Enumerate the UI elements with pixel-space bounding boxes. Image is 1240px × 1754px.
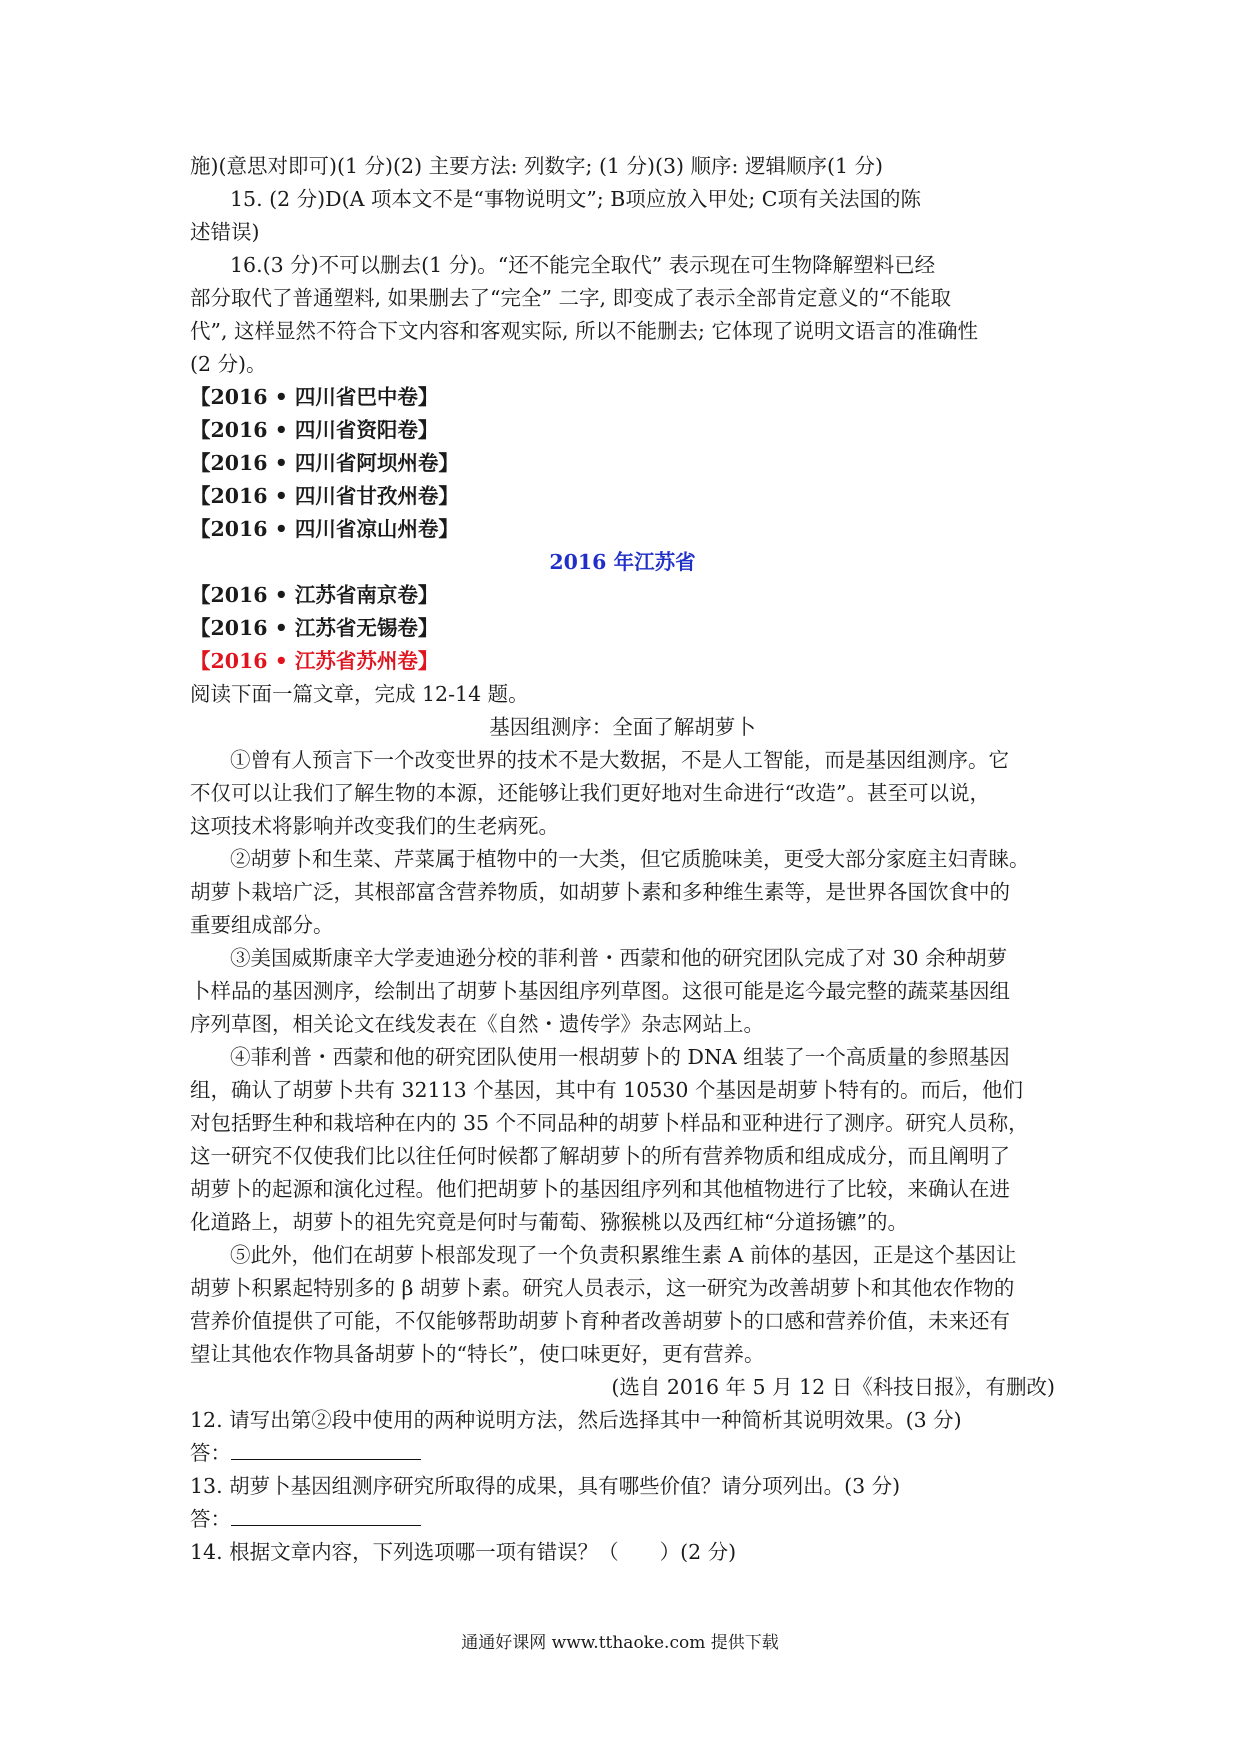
- article-source: (选自 2016 年 5 月 12 日《科技日报》，有删改): [611, 1375, 1055, 1399]
- section-title-jiangsu: 2016 年江苏省: [549, 550, 696, 574]
- reading-instruction: 阅读下面一篇文章，完成 12-14 题。: [190, 682, 529, 706]
- heading-jiangsu-nanjing: 【2016 • 江苏省南京卷】: [190, 583, 439, 607]
- article-paragraph-3-line: 卜样品的基因测序，绘制出了胡萝卜基因组序列草图。这很可能是迄今最完整的蔬菜基因组: [190, 979, 1010, 1003]
- question-12: 12. 请写出第②段中使用的两种说明方法，然后选择其中一种简析其说明效果。(3 分): [190, 1408, 962, 1432]
- article-paragraph-4-line: 组，确认了胡萝卜共有 32113 个基因，其中有 10530 个基因是胡萝卜特有的。而后，他们: [190, 1078, 1023, 1102]
- heading-sichuan-aba: 【2016 • 四川省阿坝州卷】: [190, 451, 459, 475]
- question-13: 13. 胡萝卜基因组测序研究所取得的成果，具有哪些价值？请分项列出。(3 分): [190, 1474, 901, 1498]
- article-paragraph-4-line: 化道路上，胡萝卜的祖先究竟是何时与葡萄、猕猴桃以及西红柿“分道扬镳”的。: [190, 1210, 908, 1234]
- answer-16-line-1: 16.(3 分)不可以删去(1 分)。“还不能完全取代” 表示现在可生物降解塑料已经: [230, 253, 936, 277]
- answer-15-line-1: 15. (2 分)D(A 项本文不是“事物说明文”; B项应放入甲处; C项有关法国的陈: [230, 187, 921, 211]
- heading-sichuan-bazhong: 【2016 • 四川省巴中卷】: [190, 385, 439, 409]
- article-paragraph-1-line: ①曾有人预言下一个改变世界的技术不是大数据，不是人工智能，而是基因组测序。它: [230, 748, 1009, 772]
- article-paragraph-4-line: 胡萝卜的起源和演化过程。他们把胡萝卜的基因组序列和其他植物进行了比较，来确认在进: [190, 1177, 1010, 1201]
- answer-label: 答：: [190, 1507, 231, 1531]
- answer-16-line-2: 部分取代了普通塑料, 如果删去了“完全” 二字, 即变成了表示全部肯定意义的“不能取: [190, 286, 952, 310]
- article-paragraph-3-line: ③美国威斯康辛大学麦迪逊分校的菲利普・西蒙和他的研究团队完成了对 30 余种胡萝: [230, 946, 1008, 970]
- page-footer: 通通好课网 www.tthaoke.com 提供下载: [461, 1633, 779, 1653]
- document-body: [190, 150, 1055, 1569]
- answer-16-line-3: 代”, 这样显然不符合下文内容和客观实际, 所以不能删去; 它体现了说明文语言的准确性: [190, 319, 978, 343]
- answer-14-tail: 施)(意思对即可)(1 分)(2) 主要方法: 列数字; (1 分)(3) 顺序: 逻辑顺序(1 分): [190, 154, 884, 178]
- answer-15-line-2: 述错误): [190, 220, 260, 244]
- article-paragraph-2-line: 重要组成部分。: [190, 913, 334, 937]
- answer-line-13: [190, 1503, 1055, 1536]
- heading-sichuan-ziyang: 【2016 • 四川省资阳卷】: [190, 418, 439, 442]
- article-paragraph-4-line: ④菲利普・西蒙和他的研究团队使用一根胡萝卜的 DNA 组装了一个高质量的参照基因: [230, 1045, 1010, 1069]
- article-title: 基因组测序：全面了解胡萝卜: [489, 715, 756, 739]
- article-paragraph-1-line: 这项技术将影响并改变我们的生老病死。: [190, 814, 559, 838]
- answer-label: 答：: [190, 1441, 231, 1465]
- heading-jiangsu-wuxi: 【2016 • 江苏省无锡卷】: [190, 616, 439, 640]
- article-paragraph-4-line: 对包括野生种和栽培种在内的 35 个不同品种的胡萝卜样品和亚种进行了测序。研究人员称，: [190, 1111, 1029, 1135]
- heading-sichuan-ganzi: 【2016 • 四川省甘孜州卷】: [190, 484, 459, 508]
- article-paragraph-5-line: ⑤此外，他们在胡萝卜根部发现了一个负责积累维生素 A 前体的基因，正是这个基因让: [230, 1243, 1017, 1267]
- heading-sichuan-liangshan: 【2016 • 四川省凉山州卷】: [190, 517, 459, 541]
- answer-blank-12: [231, 1437, 421, 1460]
- article-paragraph-2-line: 胡萝卜栽培广泛，其根部富含营养物质，如胡萝卜素和多种维生素等，是世界各国饮食中的: [190, 880, 1010, 904]
- answer-blank-13: [231, 1503, 421, 1526]
- article-paragraph-4-line: 这一研究不仅使我们比以往任何时候都了解胡萝卜的所有营养物质和组成成分，而且阐明了: [190, 1144, 1010, 1168]
- article-paragraph-5-line: 胡萝卜积累起特别多的 β 胡萝卜素。研究人员表示，这一研究为改善胡萝卜和其他农作物的: [190, 1276, 1015, 1300]
- article-paragraph-5-line: 望让其他农作物具备胡萝卜的“特长”，使口味更好，更有营养。: [190, 1342, 765, 1366]
- answer-line-12: [190, 1437, 1055, 1470]
- article-paragraph-1-line: 不仅可以让我们了解生物的本源，还能够让我们更好地对生命进行“改造”。甚至可以说，: [190, 781, 990, 805]
- article-paragraph-5-line: 营养价值提供了可能，不仅能够帮助胡萝卜育种者改善胡萝卜的口感和营养价值，未来还有: [190, 1309, 1010, 1333]
- question-14: 14. 根据文章内容，下列选项哪一项有错误？（ ）(2 分): [190, 1540, 737, 1564]
- answer-16-line-4: (2 分)。: [190, 352, 267, 376]
- heading-jiangsu-suzhou: 【2016 • 江苏省苏州卷】: [190, 649, 439, 673]
- article-paragraph-3-line: 序列草图，相关论文在线发表在《自然・遗传学》杂志网站上。: [190, 1012, 764, 1036]
- article-paragraph-2-line: ②胡萝卜和生菜、芹菜属于植物中的一大类，但它质脆味美，更受大部分家庭主妇青睐。: [230, 847, 1030, 871]
